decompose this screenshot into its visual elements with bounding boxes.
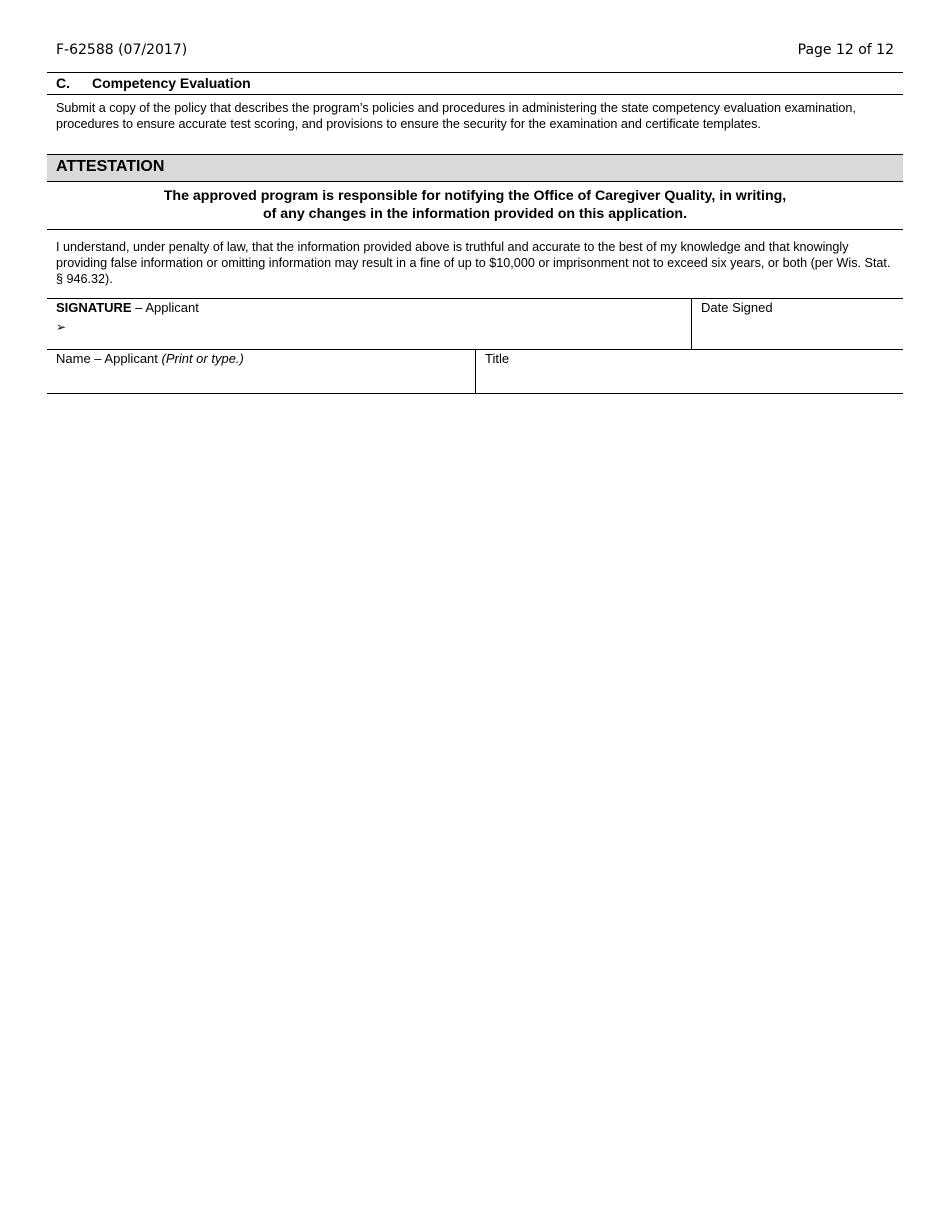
signature-field[interactable] bbox=[47, 299, 692, 349]
signature-row bbox=[47, 298, 903, 349]
signature-label-rest: – Applicant bbox=[131, 300, 199, 315]
date-signed-label: Date Signed bbox=[701, 300, 773, 315]
page-header bbox=[56, 42, 894, 62]
name-label-italic: (Print or type.) bbox=[161, 351, 244, 366]
signature-label bbox=[56, 300, 199, 315]
form-id: F-62588 (07/2017) bbox=[56, 42, 188, 58]
section-title: Competency Evaluation bbox=[92, 75, 251, 91]
title-field[interactable] bbox=[476, 350, 903, 393]
page-number: Page 12 of 12 bbox=[797, 42, 894, 58]
signature-label-bold: SIGNATURE bbox=[56, 300, 132, 315]
form-body bbox=[47, 72, 903, 394]
applicant-name-label bbox=[56, 351, 244, 366]
attestation-title: ATTESTATION bbox=[56, 158, 165, 175]
arrow-icon: ➢ bbox=[56, 320, 67, 334]
applicant-name-field[interactable] bbox=[47, 350, 476, 393]
attestation-header bbox=[47, 154, 903, 182]
name-title-row bbox=[47, 349, 903, 394]
section-c-instructions: Submit a copy of the policy that describes the program’s policies and procedures in administering the state competency evaluation examination, procedures to ensure accurate test scoring, and provisions to ensure the security for the examination and certificate templates. bbox=[56, 101, 856, 131]
section-c-header bbox=[47, 72, 903, 95]
name-label-text: Name – Applicant bbox=[56, 351, 162, 366]
notice-line-2: of any changes in the information provided on this application. bbox=[262, 206, 688, 222]
notice-line-1: The approved program is responsible for notifying the Office of Caregiver Quality, in writing, bbox=[163, 188, 787, 204]
title-label: Title bbox=[485, 351, 510, 366]
attestation-statement: I understand, under penalty of law, that the information provided above is truthful and accurate to the best of my knowledge and that knowingly providing false information or omitting information may result in a fine of up to $10,000 or imprisonment not to exceed six years, or both (per Wis. Stat. § 946.32). bbox=[56, 240, 891, 286]
date-signed-field[interactable] bbox=[692, 299, 903, 349]
attestation-notice bbox=[47, 182, 903, 230]
section-letter: C. bbox=[56, 75, 70, 91]
